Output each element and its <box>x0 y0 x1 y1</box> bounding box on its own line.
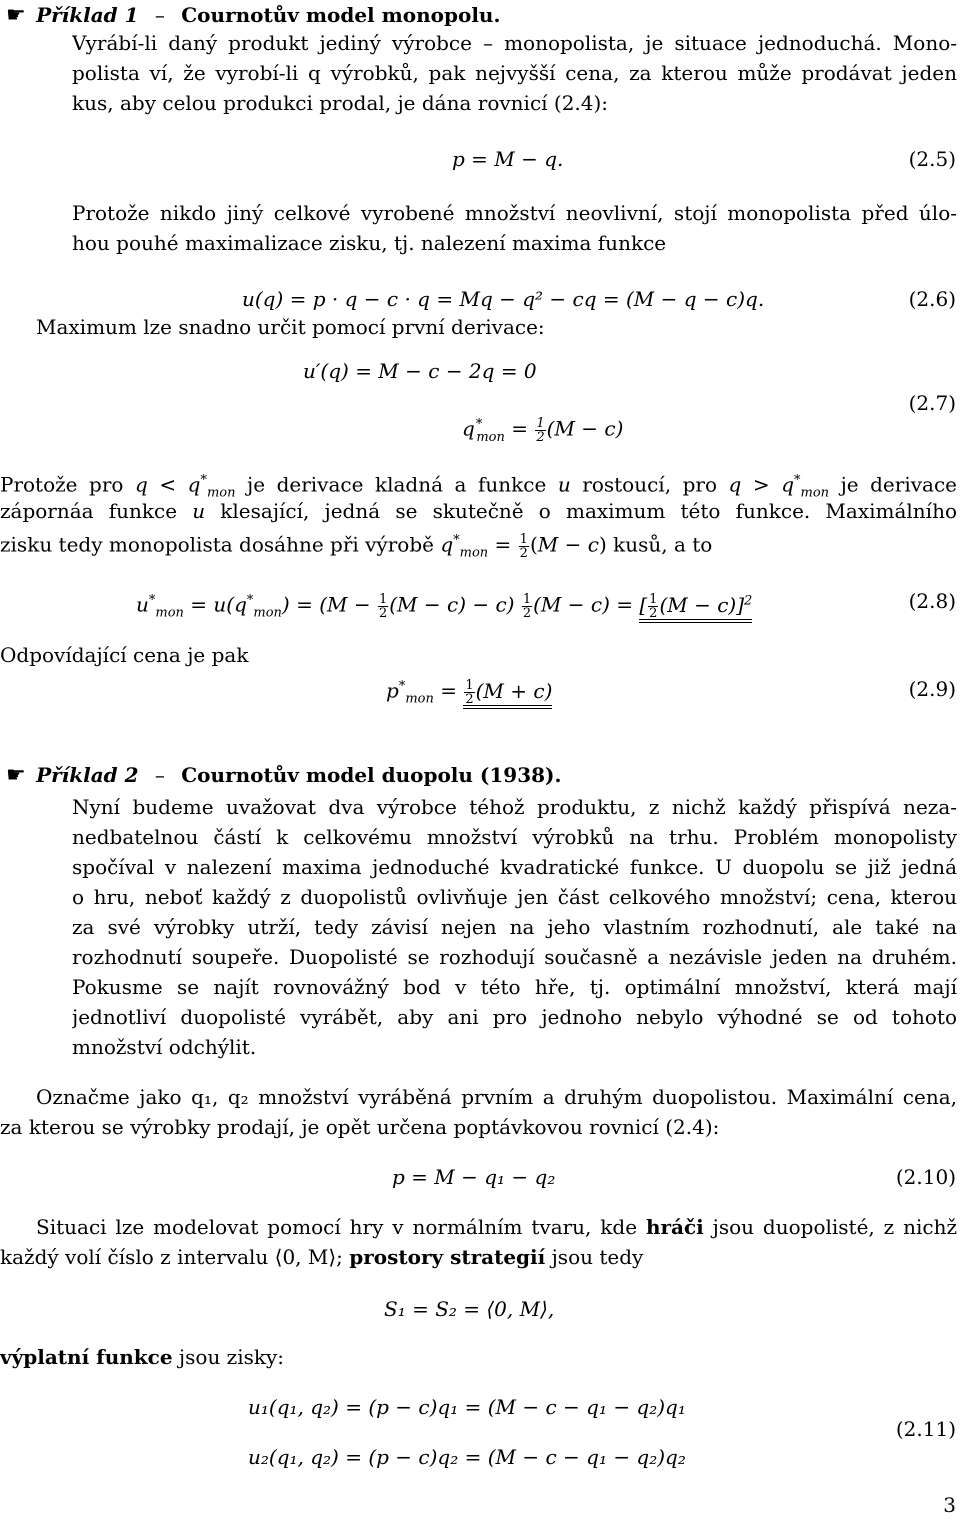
pointing-hand-icon: ☛ <box>6 763 26 788</box>
equation-2-10: p = M − q₁ − q₂ <box>392 1165 556 1189</box>
ex2-para4: výplatní funkce jsou zisky: <box>0 1345 285 1369</box>
equation-2-7b: $q^*_{mon}$ = $\frac{1}{2}$ (M − c) <box>462 415 624 445</box>
eq-number-2-7: (2.7) <box>908 391 956 415</box>
example-1-title: Cournotův model monopolu. <box>181 3 501 27</box>
page-number: 3 <box>943 1493 956 1517</box>
eq-number-2-11: (2.11) <box>895 1417 956 1441</box>
dash: – <box>154 763 165 787</box>
ex2-para1-line-5: za své výrobky utrží, tedy závisí nejen na jeho vlastním rozhodnutí, ale také na <box>72 915 957 939</box>
ex1-intro-line-1: Vyrábí-li daný produkt jediný výrobce – monopolista, je situace jednoduchá. Mono- <box>72 31 957 55</box>
eq-number-2-5: (2.5) <box>908 147 956 171</box>
eq-number-2-9: (2.9) <box>908 677 956 701</box>
ex2-para1-line-2: nedbatelnou částí k celkovému množství výrobků na trhu. Problém monopolisty <box>72 825 957 849</box>
equation-2-11a: u₁(q₁, q₂) = (p − c)q₁ = (M − c − q₁ − q₂)q₁ <box>248 1395 686 1419</box>
example-1-label: Příklad 1 <box>36 3 139 27</box>
equation-2-8: $u^*_{mon} = u(q^*_{mon}) = (M$ − $\frac{1}{2}$ (M − c) − c) $\frac{1}{2}$ (M − c) = [ $\frac{1}{2}$ (M − c)]$^2$ <box>136 591 753 621</box>
equation-2-5: p = M − q. <box>452 147 564 171</box>
ex2-para2-line-1: Označme jako q₁, q₂ množství vyráběná prvním a druhým duopolistou. Maximální cena, <box>36 1085 957 1109</box>
ex1-para4-line-3: zisku tedy monopolista dosáhne při výrobě $q^*_{mon}$ = $\frac{1}{2}$ (M − c) kusů, a to <box>0 531 713 561</box>
ex2-para2-line-2: za kterou se výrobky prodají, je opět určena poptávkovou rovnicí (2.4): <box>0 1115 720 1139</box>
pointing-hand-icon: ☛ <box>6 3 26 28</box>
ex2-para1-line-8: jednotliví duopolisté vyrábět, aby ani pro jednoho nebylo výhodné se od tohoto <box>72 1005 957 1029</box>
ex2-para3-line-2: každý volí číslo z intervalu ⟨0, M⟩; prostory strategií jsou tedy <box>0 1245 644 1269</box>
ex2-para1-line-3: spočíval v nalezení maxima jednoduché kvadratické funkce. U duopolu se již jedná <box>72 855 957 879</box>
example-2-heading <box>6 760 561 791</box>
ex1-para5: Odpovídající cena je pak <box>0 643 249 667</box>
equation-2-7a: u′(q) = M − c − 2q = 0 <box>303 359 537 383</box>
example-2-title: Cournotův model duopolu (1938). <box>181 763 562 787</box>
ex1-para2-line-1: Protože nikdo jiný celkové vyrobené množství neovlivní, stojí monopolista před úlo- <box>72 201 957 225</box>
ex1-intro-line-2: polista ví, že vyrobí-li q výrobků, pak nejvyšší cena, za kterou může prodávat jeden <box>72 61 957 85</box>
equation-2-9: $p^*_{mon}$ = $\frac{1}{2}$ (M + c) <box>386 677 553 707</box>
example-1-heading <box>6 0 500 31</box>
ex2-para1-line-6: rozhodnutí soupeře. Duopolisté se rozhodují současně a nezávisle jeden na druhém. <box>72 945 957 969</box>
fraction-half: $\frac{1}{2}$ <box>536 415 545 445</box>
ex2-para1-line-1: Nyní budeme uvažovat dva výrobce téhož produktu, z nichž každý přispívá neza- <box>72 795 957 819</box>
ex1-intro-line-3: kus, aby celou produkci prodal, je dána rovnicí (2.4): <box>72 91 609 115</box>
equation-2-6: u(q) = p · q − c · q = Mq − q² − cq = (M − q − c)q. <box>242 287 765 311</box>
ex2-para1-line-9: množství odchýlit. <box>72 1035 257 1059</box>
dash: – <box>154 3 165 27</box>
ex1-para4-line-1: Protože pro $q < q^*_{mon}$ je derivace kladná a funkce u rostoucí, pro $q > q^*_{mon}$ je derivace <box>0 472 957 501</box>
eq-number-2-10: (2.10) <box>895 1165 956 1189</box>
eq-number-2-6: (2.6) <box>908 287 956 311</box>
ex2-para1-line-7: Pokusme se najít rovnovážný bod v této hře, tj. optimální množství, která mají <box>72 975 957 999</box>
example-2-label: Příklad 2 <box>36 763 139 787</box>
ex2-para3-line-1: Situaci lze modelovat pomocí hry v normálním tvaru, kde hráči jsou duopolisté, z nichž <box>36 1215 957 1239</box>
eq-number-2-8: (2.8) <box>908 589 956 613</box>
ex1-para3: Maximum lze snadno určit pomocí první derivace: <box>36 315 545 339</box>
ex2-para1-line-4: o hru, neboť každý z duopolistů ovlivňuje jen část celkového množství; cena, kterou <box>72 885 957 909</box>
equation-2-11b: u₂(q₁, q₂) = (p − c)q₂ = (M − c − q₁ − q₂)q₂ <box>248 1445 686 1469</box>
equation-strategy-spaces: S₁ = S₂ = ⟨0, M⟩, <box>384 1297 555 1321</box>
ex1-para4-line-2: zápornáa funkce u klesající, jedná se skutečně o maximum této funkce. Maximálního <box>0 499 957 523</box>
ex1-para2-line-2: hou pouhé maximalizace zisku, tj. nalezení maxima funkce <box>72 231 667 255</box>
